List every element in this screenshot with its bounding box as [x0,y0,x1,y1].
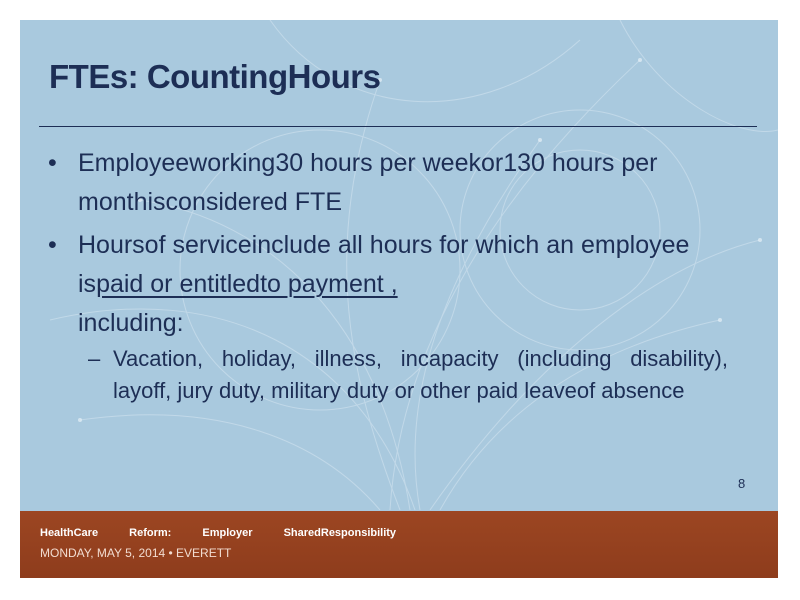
footer-date-line: MONDAY, MAY 5, 2014 • EVERETT [40,546,232,560]
bullet-text: Hoursof serviceinclude all hours for which an employee is [78,231,690,298]
sub-bullet-text: Vacation, holiday, illness, incapacity (including disability), layoff, jury duty, military duty or other paid leaveof absence [113,346,728,403]
footer-title-part: Employer [202,527,253,539]
bullet-text-continued: including: [78,309,184,337]
footer-title-part: HealthCare [40,527,99,539]
footer-bar [20,511,778,578]
slide [20,20,778,578]
slide-title: FTEs: CountingHours [49,58,381,95]
footer-title [40,527,424,539]
bullet-underlined-text: paid or entitledto payment , [96,270,398,298]
title-divider [39,126,757,127]
bullet-item [48,226,718,343]
bullet-marker: • [48,149,57,177]
sub-bullet-item [88,343,728,407]
page-number: 8 [738,476,746,491]
footer-title-part: Reform: [129,527,172,539]
bullet-item [48,144,718,222]
footer-title-part: SharedResponsibility [283,527,397,539]
bullet-text: Employeeworking30 hours per weekor130 hours per monthisconsidered FTE [78,149,658,216]
bullet-marker: • [48,231,57,259]
sub-bullet-marker: – [88,346,101,371]
